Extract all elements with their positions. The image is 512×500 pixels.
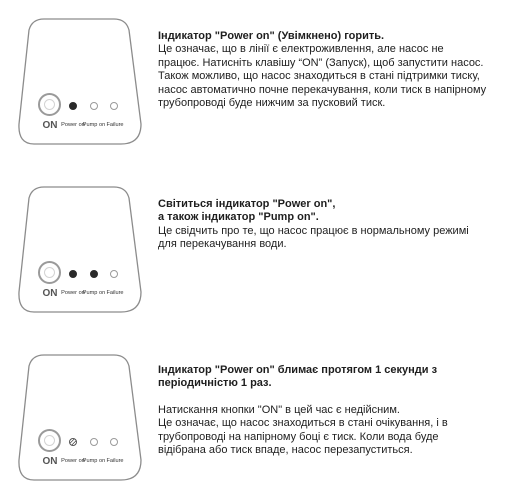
failure-led: [110, 438, 118, 446]
description-2: [158, 198, 498, 252]
power-on-led: [69, 102, 77, 110]
heading-2: Світиться індикатор "Power on", а також індикатор "Pump on".: [158, 198, 336, 224]
on-button[interactable]: [38, 429, 61, 452]
pump-on-label: Pump on: [82, 122, 106, 128]
pump-on-led: [90, 102, 98, 110]
pump-on-led: [90, 270, 98, 278]
panel-outline: [16, 186, 142, 316]
description-3: [158, 364, 498, 457]
heading-3: Індикатор "Power on" блимає протягом 1 секунди з періодичністю 1 раз.: [158, 364, 438, 390]
on-label: ON: [42, 288, 58, 299]
panel-outline: [16, 18, 142, 148]
pump-on-label: Pump on: [82, 290, 106, 296]
pump-panel-1: [16, 18, 142, 148]
power-on-led: [69, 270, 77, 278]
failure-led: [110, 270, 118, 278]
power-on-label: Power on: [61, 122, 85, 128]
body-3: Натискання кнопки "ON" в цей час є недійсним. Це означає, що насос знаходиться в стані очікування, і в трубопроводі на напірному боці є тиск. Коли вода буде відібрана або тиск впаде, насос перезапуститься.: [158, 403, 448, 457]
body-1: Це означає, що в лінії є електроживлення, але насос не працює. Натисніть клавішу “ON” (Запуск), щоб запустити насос. Також можливо, що насос знаходиться в стані підтримки тиску, насос автоматично почне перекачування, коли тиск в напірному трубопроводі буде нижчим за пусковий тиск.: [158, 43, 487, 110]
on-label: ON: [42, 120, 58, 131]
pump-panel-3: [16, 354, 142, 484]
on-button[interactable]: [38, 261, 61, 284]
on-button[interactable]: [38, 93, 61, 116]
pump-on-led: [90, 438, 98, 446]
failure-label: Failure: [106, 290, 124, 296]
failure-label: Failure: [106, 122, 124, 128]
on-label: ON: [42, 456, 58, 467]
power-on-label: Power on: [61, 290, 85, 296]
description-1: [158, 30, 498, 110]
failure-led: [110, 102, 118, 110]
heading-1: Індикатор "Power on" (Увімкнено) горить.: [158, 30, 385, 42]
failure-label: Failure: [106, 458, 124, 464]
pump-panel-2: [16, 186, 142, 316]
power-on-label: Power on: [61, 458, 85, 464]
body-2: Це свідчить про те, що насос працює в нормальному режимі для перекачування води.: [158, 224, 469, 251]
power-on-led: [69, 438, 77, 446]
pump-on-label: Pump on: [82, 458, 106, 464]
panel-outline: [16, 354, 142, 484]
